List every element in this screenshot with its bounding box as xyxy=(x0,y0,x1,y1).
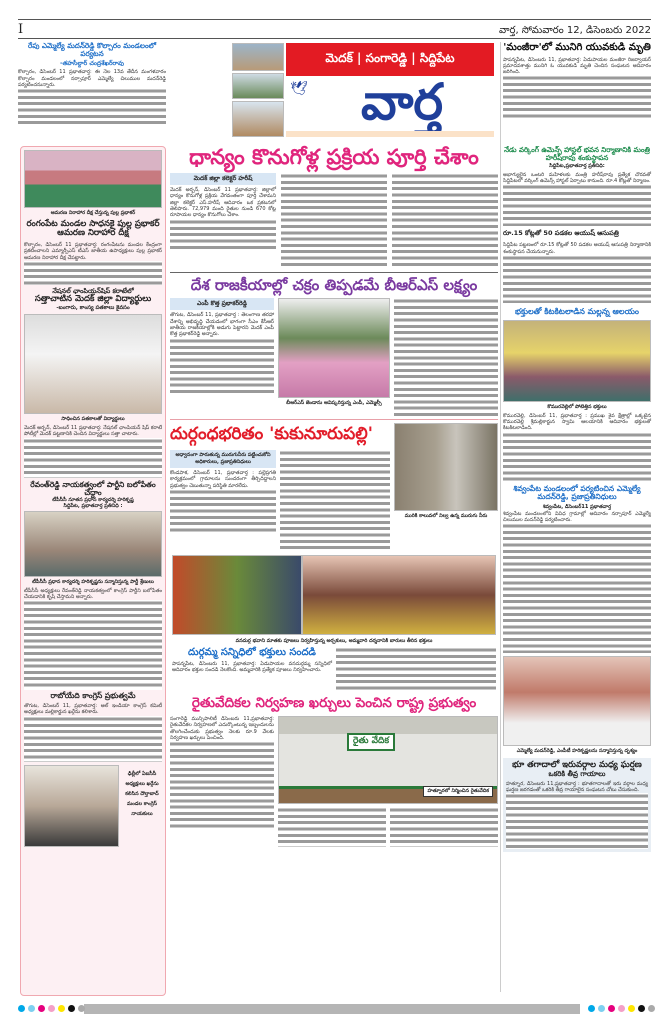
body: పాపన్నపేట, డిసెంబరు 11, ప్రభాతవార్త: ఏడుపాయల మంజీరా రిజర్వాయర్ ప్రమాదవశాత్తు మునిగి ఓ యువకుడి మృతి చెందిన సంఘటన ఆదివారం జరిగింది. xyxy=(503,56,651,76)
hostel-article xyxy=(503,146,651,852)
body-lines xyxy=(24,600,162,690)
devotees-photo xyxy=(302,555,496,635)
congress-photo xyxy=(24,511,162,577)
headline: సత్తాచాటిన మెదక్ జిల్లా విద్యార్థులు xyxy=(34,294,152,305)
left-column-box xyxy=(20,146,166,996)
students-photo xyxy=(24,314,162,414)
body-lines xyxy=(503,75,651,119)
photo-caption: ఎమ్మెల్యే మదన్‌రెడ్డి, ఎంపీటీ హరికృష్ణలను సన్మానిస్తున్న దృశ్యం xyxy=(516,748,638,755)
manjira-article xyxy=(503,42,651,119)
park-photo xyxy=(232,73,284,99)
body: కొమురవెల్లి, డిసెంబర్ 11, ప్రభాతవార్త : ప్రముఖ శైవ క్షేత్రాల్లో ఒక్కటైన కొమురవెల్లి శ్రీమల్లికార్జున స్వామి ఆలయానికి ఆదివారం భక్తులతో కిటకిటలాడింది. xyxy=(503,412,651,432)
body-lines xyxy=(24,716,162,762)
rythu-article xyxy=(170,696,498,847)
body-lines xyxy=(18,88,166,126)
grain-article xyxy=(170,145,498,273)
body-lines xyxy=(281,173,387,269)
body-lines xyxy=(503,432,651,482)
district-band: మెదక్ | సంగారెడ్డి | సిద్దిపేట xyxy=(286,43,494,76)
body: కొల్చారం, డిసెంబర్ 11 ప్రభాతవార్త: రంగంపేటను మండల కేంద్రంగా ప్రకటించాలని ఎమ్మార్పీఎస్ టీఎస్ జాతీయ ఉపాధ్యక్షులు పుల్ల ప్రభాకర్ ఆమరణ నిరాహార దీక్ష చేపట్టారు. xyxy=(24,242,162,261)
dateline: వార్త, సోమవారం 12, డిసెంబరు 2022 xyxy=(499,25,651,36)
body-lines xyxy=(506,793,648,849)
photo-caption: మురికి కాలువలో నిల్వ ఉన్న మురుగు నీరు xyxy=(404,513,488,520)
headline: 'మంజీరా'లో మునిగి యువకుడి మృతి xyxy=(503,42,651,53)
body: శివ్వంపేట మండలంలోని వివిధ గ్రామాల్లో ఆదివారం నర్సాపూర్ ఎమ్మెల్యే చిలుముల మదన్‌రెడ్డి పర్యటించారు. xyxy=(503,510,651,523)
body-lines xyxy=(24,261,162,285)
header-rule xyxy=(18,38,651,39)
durgamma-article xyxy=(170,555,498,692)
body-lines xyxy=(394,298,498,416)
subhead: ఎంపీ కొత్త ప్రభాకర్‌రెడ్డి xyxy=(170,298,274,310)
body: తొగుట, డిసెంబర్ 11, ప్రభాతవార్త : తెలంగాణ తరహా దేశాన్ని అభివృద్ధి చేయడంలో భాగంగా సీఎం కేసీఆర్ జాతీయ రాజకీయాల్లోకి అడుగు పెట్టారని మెదక్ ఎంపీ కొత్త ప్రభాకర్‌రెడ్డి అన్నారు. xyxy=(170,312,274,338)
top-rule xyxy=(18,19,651,20)
subhead: రూ.15 కోట్లతో 50 పడకల ఆయుష్ ఆసుపత్రి xyxy=(503,229,619,238)
body: మెదక్ అర్బన్, డిసెంబర్ 11 ప్రభాతవార్త: జిల్లాలో ధాన్యం కొనుగోళ్ల ప్రక్రియ వేగవంతంగా పూర్తి చేశామని జిల్లా కలెక్టర్ ఎస్.హరీష్ ఆదివారం ఒక ప్రకటనలో తెలిపారు. 72,979 మంది రైతుల నుండి 670 కోట్ల రూపాయల ధాన్యం కొనుగోలు చేశాం. xyxy=(170,187,276,219)
body: సంగారెడ్డి మున్సిపాలిటీ డిసెంబరు 11,ప్రభాతవార్త: రైతువేదికల నిర్వహణలో ఎదుర్కొంటున్న ఇబ్బందులను తొలగించేందుకు ప్రభుత్వం నెలకు రూ.9 వేలకు నిర్వహణ ఖర్చులు పెంచింది. xyxy=(170,715,274,741)
byline: -తహసీల్దార్ చంద్రశేఖర్‌రావు xyxy=(60,59,124,67)
divider xyxy=(170,272,498,273)
headline: నేడు వర్కింగ్ ఉమెన్స్ హాస్టల్ భవన నిర్మాణానికి మంత్రి హరీష్‌రావు శంకుస్థాపన xyxy=(504,146,650,163)
body-lines xyxy=(170,489,276,533)
dateline: సిద్దిపేట, ప్రభాతవార్త ప్రతినిధి : xyxy=(63,502,123,509)
headline: రేవంత్‌రెడ్డి నాయకత్వంలో పార్టీని బలోపేతం చేద్దాం xyxy=(30,479,156,498)
headline: రైతువేదికల నిర్వహణ ఖర్చులు పెంచిన రాష్ట్ర ప్రభుత్వం xyxy=(191,695,477,712)
body: కొండపాక, డిసెంబర్ 11, ప్రభాతవార్త : పల్లెప్రగతి కార్యక్రమంలో గ్రామాలను సుందరంగా తీర్చిదిద్దాలని ప్రభుత్వం చెబుతున్నా పరిస్థితి మారలేదు. xyxy=(170,469,276,489)
byline: -బంగారు, కాంస్య పతకాలు కైవసం xyxy=(56,305,130,312)
photo-caption: ఢిల్లీలో ఏఐసీసీ అధ్యక్షులు ఖర్గేను కలిసిన దౌల్తాబాద్ మండల కాంగ్రెస్ నాయకులు xyxy=(125,770,159,817)
headline: భక్తులతో కిటకిటలాడిన మల్లన్న ఆలయం xyxy=(515,307,639,317)
photo-caption: టీపీసీసీ ప్రధాన కార్యదర్శి హరికృష్ణను సన్మానిస్తున్న పార్టీ శ్రేణులు xyxy=(32,579,154,586)
headline: రేపు ఎమ్మెల్యే మదన్‌రెడ్డి కొల్చారం మండలంలో పర్యటన xyxy=(27,41,157,59)
body-lines xyxy=(392,173,498,269)
body-lines xyxy=(278,807,386,847)
color-marks-right xyxy=(588,1005,655,1012)
photo-caption: హత్నూరలో నిర్మించిన రైతువేదిక xyxy=(423,786,493,797)
photo-caption: సాధించిన పతకాలతో విద్యార్థులు xyxy=(61,416,125,423)
kukunoor-article xyxy=(170,423,498,550)
body: హత్నూర, డిసెంబరు 11,ప్రభాతవార్త : భూతగాదాలతో ఇరు వర్గాల మధ్య ఘర్షణ జరగడంతో ఒకరికి తీవ్ర గాయాలైన సంఘటన చోటు చేసుకుంది. xyxy=(506,780,648,793)
varta-logo: వార్త xyxy=(360,73,444,131)
photo-caption: బీఆర్ఎస్ జెండాను ఆవిష్కరిస్తున్న ఎంపీ, ఎమ్మెల్సీ xyxy=(286,400,382,407)
body: టీపీసీసీ అధ్యక్షులు రేవంత్‌రెడ్డి నాయకత్వంలో కాంగ్రెస్ పార్టీని బలోపేతం చేయడానికి కృషి చేస్తామని అన్నారు. xyxy=(24,587,162,601)
temple-crowd-photo xyxy=(503,320,651,402)
body-lines xyxy=(336,647,496,691)
color-marks-left xyxy=(18,1005,85,1012)
temple-photo xyxy=(232,43,284,71)
body: మెదక్ అర్బన్, డిసెంబర్ 11 ప్రభాతవార్త: నేషనల్ ఛాంపియన్ షిప్ కరాటే పోటీల్లో మెదక్ పట్టణానికి చెందిన విద్యార్థులు సత్తా చాటారు. xyxy=(24,424,162,438)
brs-flag-photo xyxy=(278,298,390,398)
body-lines xyxy=(280,450,390,550)
column-divider xyxy=(500,42,501,992)
body-lines xyxy=(170,338,274,394)
photo-caption: ఆమరణ నిరాహార దీక్ష చేస్తున్న పుల్ల ప్రభాకర్ xyxy=(50,210,136,216)
body-lines xyxy=(24,438,162,478)
headline: భూ తగాదాలో ఇరువర్గాల మధ్య ఘర్షణ xyxy=(512,759,642,770)
dateline: సిద్దిపేట,ప్రభాతవార్త ప్రతినిధి: xyxy=(549,163,605,170)
registration-bar xyxy=(84,1004,580,1014)
headline: రంగంపేట మండల సాధనకై పుల్ల ప్రభాకర్ ఆమరణ నిరాహార దీక్ష xyxy=(26,218,160,239)
goddess-photo xyxy=(172,555,302,635)
body-lines xyxy=(503,255,651,303)
body-lines xyxy=(170,219,276,249)
body: సిద్దిపేట పట్టణంలో రూ.15 కోట్లతో 50 పడకల ఆయుష్ ఆసుపత్రి నిర్మాణానికి శంకుస్థాపన చేయనున్నారు. xyxy=(503,242,651,255)
page-number: I xyxy=(18,22,24,37)
body-lines xyxy=(390,807,498,847)
subhead: ఒకరికి తీవ్ర గాయాలు xyxy=(548,770,606,779)
photo-caption: కొమురవెల్లిలో పోటెత్తిన భక్తులు xyxy=(547,404,607,411)
land-dispute-box xyxy=(503,758,651,852)
kharge-photo xyxy=(24,765,119,847)
subhead: టీపీసీసీ నూతన ప్రధాన కార్యదర్శి హరికృష్ణ xyxy=(52,496,134,503)
subhead: అధ్వానంగా పారుతున్న మురుగునీరు పట్టించుకోని అధికారులు, ప్రజాప్రతినిధులు xyxy=(170,450,276,468)
felicitation-photo xyxy=(503,656,651,746)
body: పాపన్నపేట, డిసెంబరు 11, ప్రభాతవార్త: ఏడుపాయల వనదుర్గమ్మ సన్నిధిలో ఆదివారం భక్తుల సందడి నెలకొంది. అమ్మవారికి ప్రత్యేక పూజలు నిర్వహించారు. xyxy=(172,660,332,674)
headline: దుర్గమ్మ సన్నిధిలో భక్తులు సందడి xyxy=(188,647,316,659)
bird-logo-icon: 🕊 xyxy=(290,81,308,97)
headline: ధాన్యం కొనుగోళ్ల ప్రక్రియ పూర్తి చేశాం xyxy=(189,145,479,169)
madan-reddy-article xyxy=(18,42,166,126)
subhead: మెదక్ జిల్లా కలెక్టర్ హరీష్ xyxy=(170,173,276,185)
body: తొగుట, డిసెంబర్ 11, ప్రభాతవార్త: ఆల్ ఇండియా కాంగ్రెస్ కమిటీ అధ్యక్షులు మల్లికార్జున ఖర్గేను కలిశారు. xyxy=(24,703,162,716)
body-lines xyxy=(503,184,651,226)
masthead-strip xyxy=(286,131,494,137)
masthead xyxy=(232,43,494,137)
headline: దేశ రాజకీయాల్లో చక్రం తిప్పడమే బీఆర్ఎస్ లక్ష్యం xyxy=(190,276,478,295)
church-photo xyxy=(232,101,284,137)
kicker: నేషనల్ ఛాంపియన్‌షిప్ కరాటేలో xyxy=(52,286,134,295)
dateline: శివ్వంపేట, డిసెంబర్11 ప్రభాతవార్త xyxy=(542,503,612,510)
vedika-sign: రైతు వేదిక xyxy=(347,733,395,751)
drain-photo xyxy=(394,423,498,511)
body: కొల్చారం, డిసెంబర్ 11 ప్రభాతవార్త: ఈ నెల 13వ తేదీన మంగళవారం కొల్చారం మండలంలో నర్సాపూర్ ఎమ్మెల్యే చిలుముల మదన్‌రెడ్డి పర్యటించనున్నారు. xyxy=(18,69,166,89)
hunger-strike-photo xyxy=(24,150,162,208)
brs-article xyxy=(170,277,498,420)
headline: శివ్వంపేట మండలంలో పర్యటించిన ఎమ్మెల్యే మదన్‌రెడ్డి, ప్రజాప్రతినిధులు xyxy=(513,483,641,502)
photo-caption: వనదుర్గ భవాని మాతకు పూజలు నిర్వహిస్తున్న అర్చకులు, అమ్మవారి దర్శనానికి బారులు తీరిన భక్తులు xyxy=(235,637,433,644)
rythu-vedika-photo xyxy=(278,716,498,804)
divider xyxy=(170,419,498,420)
middle-column xyxy=(170,145,498,847)
body-lines xyxy=(170,741,274,831)
headline: రాబోయేది కాంగ్రెస్ ప్రభుత్వమే xyxy=(50,691,136,701)
body: అభాగ్యులైన ఒంటరి మహిళలకు మంత్రి హరీష్‌రావు ప్రత్యేక చొరవతో సిద్దిపేటలో వర్కింగ్ ఉమెన్స్ హాస్టల్ ఏర్పాటు కానుంది. రూ.4 కోట్లతో నిర్మాణం. xyxy=(503,171,651,185)
headline: దుర్గంధభరితం 'కుకునూరుపల్లి' xyxy=(170,424,373,445)
body-lines xyxy=(503,523,651,653)
